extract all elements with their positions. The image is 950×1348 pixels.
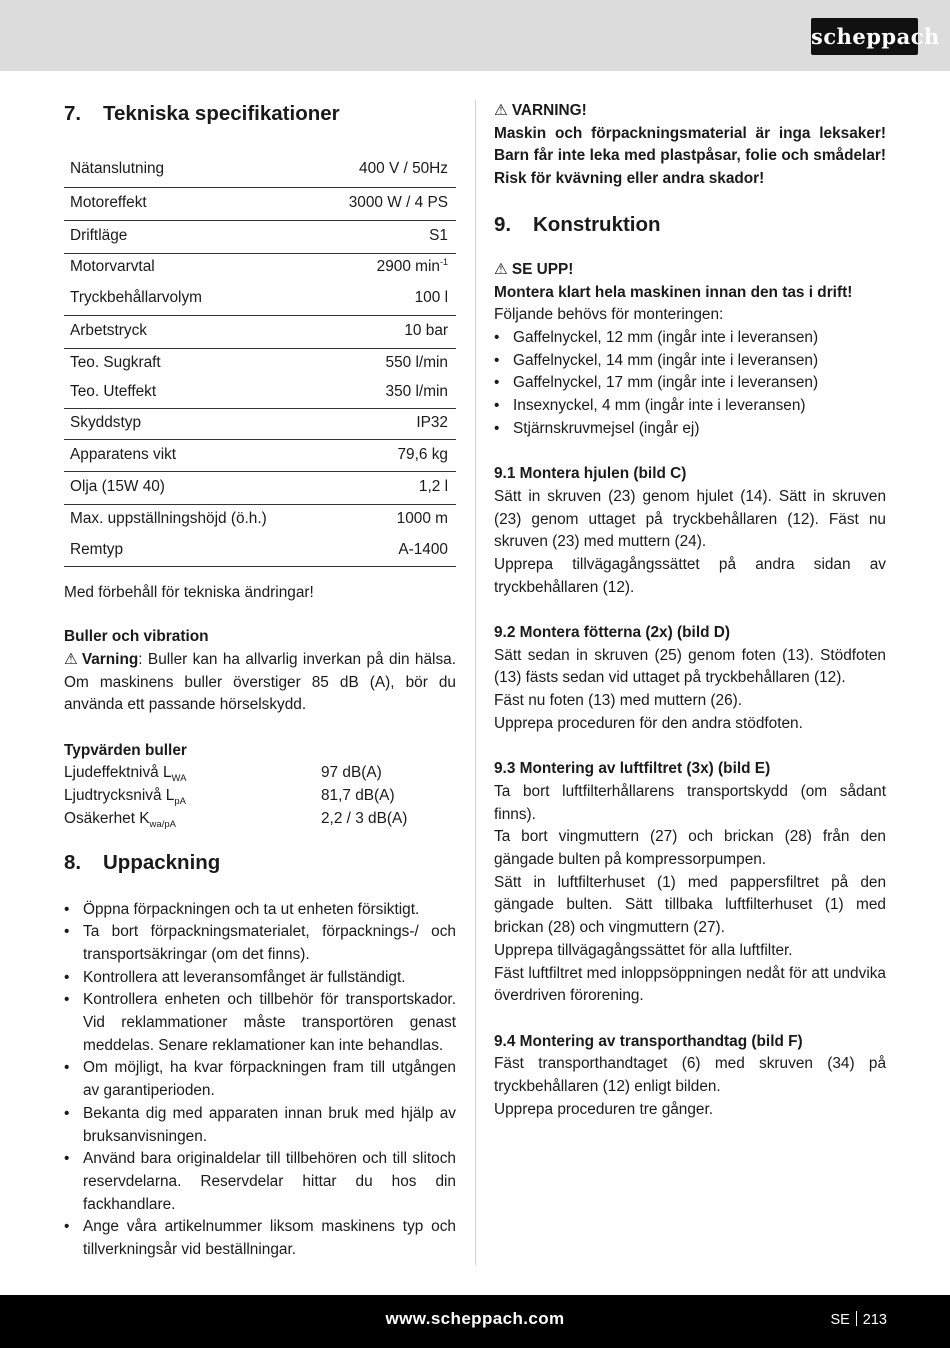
spec-table [64,153,456,567]
spec-label: Teo. Uteffekt [64,378,319,408]
paragraph: Sätt in luftfilterhuset (1) med pappersfiltret på den gängade bulten. Sätt tillbaka luftfilterhuset (1) med brickan (28) och vingmuttern (27). [494,873,886,937]
spec-row [64,253,456,282]
subsection-heading: 9.2 Montera fötterna (2x) (bild D) [494,624,731,642]
spec-value: S1 [319,220,456,253]
paragraph: Fäst nu foten (13) med muttern (26). [494,692,743,710]
spec-label: Skyddstyp [64,408,319,439]
spec-value: 100 l [319,282,456,315]
paragraph: Upprepa proceduren för den andra stödfoten. [494,714,803,732]
spec-label: Tryckbehållarvolym [64,282,319,315]
spec-value: A-1400 [319,535,456,566]
spec-row [64,535,456,566]
spec-row [64,471,456,504]
page-info [830,1311,887,1328]
spec-value: 1,2 l [319,471,456,504]
warning-triangle-icon: ⚠ [494,102,508,119]
typical-noise-heading: Typvärden buller [64,741,187,759]
paragraph: Upprepa tillvägagångssättet på andra sidan av tryckbehållaren (12). [494,555,886,596]
list-item: • Ta bort förpackningsmaterialet, förpacknings-/ och transportsäkringar (om det finns). [64,921,456,966]
spec-label: Remtyp [64,535,319,566]
spec-value: 350 l/min [319,378,456,408]
noise-heading: Buller och vibration [64,628,209,646]
spec-value: 1000 m [396,510,448,528]
spec-value: IP32 [319,408,456,439]
subsection-heading: 9.3 Montering av luftfiltret (3x) (bild E) [494,760,771,778]
spec-value [319,253,456,282]
section-number: 7. [64,102,82,125]
list-item: • Kontrollera att leveransomfånget är fullständigt. [64,967,456,990]
section-8-heading [64,849,456,877]
list-item: • Gaffelnyckel, 14 mm (ingår inte i leveransen) [494,350,886,373]
caution-title: ⚠ SE UPP! [494,259,886,282]
noise-row [64,762,456,785]
warning-text: Maskin och förpackningsmaterial är inga leksaker! Barn får inte leka med plastpåsar, folie och smådelar! Risk för kvävning eller andra skador! [494,124,886,188]
needs-intro: Följande behövs för monteringen: [494,306,724,324]
list-item: • Använd bara originaldelar till tillbehören och till slitoch reservdelarna. Reservdelar hittar du hos din fackhandlare. [64,1148,456,1216]
paragraph: Fäst transporthandtaget (6) med skruven (34) på tryckbehållaren (12) enligt bilden. [494,1055,886,1096]
spec-row [64,378,456,408]
noise-row [64,785,456,808]
section-title: Konstruktion [533,212,661,236]
section-7-heading [64,100,456,128]
spec-label: Driftläge [64,220,319,253]
spec-label: Max. uppställningshöjd (ö.h.) [70,510,267,528]
spec-label: Arbetstryck [64,315,319,348]
spec-value: 400 V / 50Hz [319,153,456,187]
paragraph: Sätt in skruven (23) genom hjulet (14). Sätt in skruven (23) genom uttaget på tryckbehållaren (12). Fäst nu skruven (23) med muttern (24). [494,487,886,551]
paragraph: Ta bort vingmuttern (27) och brickan (28) från den gängade bulten på kompressorpumpen. [494,828,886,869]
spec-row [64,408,456,439]
spec-value: 10 bar [319,315,456,348]
spec-value: 79,6 kg [319,439,456,471]
page-number: 213 [862,1312,887,1328]
spec-label: Motorvarvtal [70,258,155,276]
noise-label: Ljudeffektnivå $L_{WA}$ [64,764,187,785]
spec-value-sup: -1 [439,257,448,268]
website-link[interactable]: www.scheppach.com [385,1309,565,1328]
noise-value: 2,2 / 3 dB(A) [321,809,408,827]
spec-row [64,282,456,315]
spec-note: Med förbehåll för tekniska ändringar! [64,583,314,601]
spec-label: Nätanslutning [64,153,319,187]
section-title: Tekniska specifikationer [103,102,340,125]
noise-label: Osäkerhet $K_{wa/pA}$ [64,809,176,830]
header-bar [0,0,950,71]
left-column [64,100,456,1262]
spec-label: Teo. Sugkraft [70,353,161,371]
column-divider [475,100,476,1265]
section-title: Uppackning [103,850,221,874]
noise-warning-text: : Buller kan ha allvarlig inverkan på din hälsa. Om maskinens buller överstiger 85 dB (A), bör du använda ett passande hörselskydd. [64,650,456,714]
spec-row [64,504,456,535]
list-item: • Gaffelnyckel, 12 mm (ingår inte i leveransen) [494,327,886,350]
paragraph: Sätt sedan in skruven (25) genom foten (13). Stödfoten (13) fästs sedan vid uttaget på tryckbehållaren (12). [494,646,886,687]
paragraph: Upprepa proceduren tre gånger. [494,1100,714,1118]
list-item: • Ange våra artikelnummer liksom maskinens typ och tillverkningsår vid beställningar. [64,1216,456,1261]
spec-row [64,348,456,378]
section-9-heading [494,211,886,239]
spec-row [64,187,456,220]
subsection-heading: 9.1 Montera hjulen (bild C) [494,465,687,483]
subsection-heading: 9.4 Montering av transporthandtag (bild F) [494,1032,803,1050]
section-number: 9. [494,212,512,236]
warning-triangle-icon: ⚠ [64,650,78,668]
spec-row [64,439,456,471]
right-column [494,100,886,1121]
noise-warning [64,649,456,717]
noise-label: Ljudtrycksnivå $L_{pA}$ [64,787,186,808]
list-item: • Om möjligt, ha kvar förpackningen fram till utgången av garantiperioden. [64,1057,456,1102]
noise-value: 81,7 dB(A) [321,787,395,805]
list-item: • Kontrollera enheten och tillbehör för transportskador. Vid reklammationer måste transportören genast meddelas. Senare reklamationer kan inte behandlas. [64,989,456,1057]
warning-title: ⚠ VARNING! [494,100,886,123]
list-item: • Stjärnskruvmejsel (ingår ej) [494,418,886,441]
spec-row [64,220,456,253]
paragraph: Fäst luftfiltret med inloppsöppningen nedåt för att undvika överdriven förorening. [494,964,886,1005]
spec-value: 550 l/min [385,353,448,371]
caution-text: Montera klart hela maskinen innan den tas i drift! [494,283,853,301]
list-item: • Insexnyckel, 4 mm (ingår inte i leveransen) [494,395,886,418]
spec-label: Apparatens vikt [64,439,319,471]
spec-label: Olja (15W 40) [64,471,319,504]
list-item: • Öppna förpackningen och ta ut enheten försiktigt. [64,899,456,922]
unpacking-list [64,899,456,1262]
separator [856,1311,857,1326]
footer-bar [0,1295,950,1348]
list-item: • Gaffelnyckel, 17 mm (ingår inte i leveransen) [494,372,886,395]
noise-warning-label: Varning [81,650,139,668]
spec-value-text: 2900 min [376,258,440,276]
tools-list [494,327,886,441]
spec-row [64,153,456,187]
spec-row [64,315,456,348]
warning-box [494,100,886,191]
noise-row [64,808,456,831]
noise-value: 97 dB(A) [321,764,382,782]
warning-triangle-icon: ⚠ [494,260,508,278]
spec-value: 3000 W / 4 PS [319,187,456,220]
brand-logo: scheppach [811,18,918,55]
list-item: • Bekanta dig med apparaten innan bruk med hjälp av bruksanvisningen. [64,1103,456,1148]
language-code: SE [830,1312,850,1328]
paragraph: Ta bort luftfilterhållarens transportskydd (om sådant finns). [494,782,886,823]
section-number: 8. [64,850,82,874]
spec-label: Motoreffekt [64,187,319,220]
paragraph: Upprepa tillvägagångssättet för alla luftfilter. [494,941,793,959]
